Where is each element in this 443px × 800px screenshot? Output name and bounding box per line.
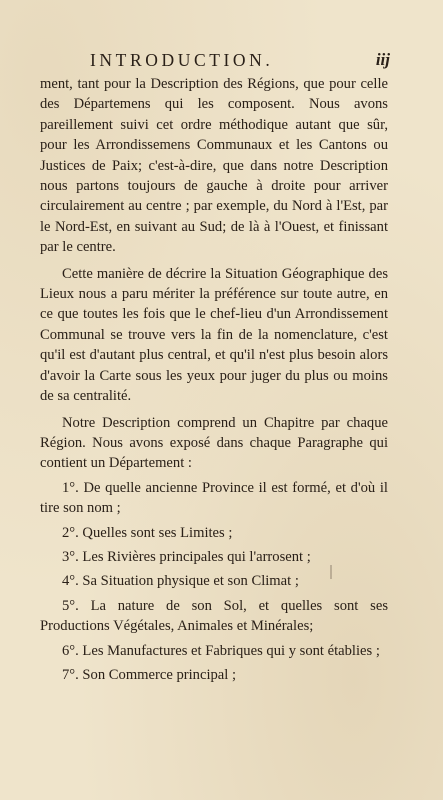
page-header bbox=[90, 48, 390, 72]
running-title: INTRODUCTION. bbox=[90, 50, 274, 70]
list-item: 3°. Les Rivières principales qui l'arrosent ; bbox=[62, 548, 311, 565]
paragraph-continuation: ment, tant pour la Description des Régions, que pour celle des Départemens qui les composent. Nous avons pareillement suivi cet ordre méthodique autant que sûr, pour les Arrondissemens Communaux et les Cantons ou Justices de Paix; c'est-à-dire, que dans notre Description nous partons toujours de gauche à droite pour arriver circulairement au centre ; par exemple, du Nord à l'Est, par le Nord-Est, en suivant au Sud; de là à l'Ouest, et finissant par le centre. bbox=[40, 76, 388, 256]
body-text bbox=[40, 74, 388, 685]
list-item: 7°. Son Commerce principal ; bbox=[62, 666, 237, 683]
paragraph-method: Cette manière de décrire la Situation Géographique des Lieux nous a paru mériter la préférence sur toute autre, en ce que toutes les fois que le chef-lieu d'un Arrondissement Communal se trouve vers la fin de la nomenclature, c'est qu'il est d'autant plus central, et qu'il n'est plus besoin alors d'avoir la Carte sous les yeux pour juger du plus ou moins de sa centralité. bbox=[40, 265, 388, 405]
list-item: 4°. Sa Situation physique et son Climat ; bbox=[62, 573, 299, 590]
contents-list bbox=[40, 478, 388, 686]
list-item: 1°. De quelle ancienne Province il est formé, et d'où il tire son nom ; bbox=[40, 479, 388, 517]
paragraph-description: Notre Description comprend un Chapitre par chaque Région. Nous avons exposé dans chaque Paragraphe qui contient un Département : bbox=[40, 414, 388, 472]
list-item: 6°. Les Manufactures et Fabriques qui y sont établies ; bbox=[62, 642, 380, 659]
page-number: iij bbox=[375, 50, 390, 69]
list-item: 2°. Quelles sont ses Limites ; bbox=[62, 524, 233, 541]
ink-mark bbox=[330, 565, 332, 579]
list-item: 5°. La nature de son Sol, et quelles sont ses Productions Végétales, Animales et Minérales; bbox=[40, 597, 388, 635]
